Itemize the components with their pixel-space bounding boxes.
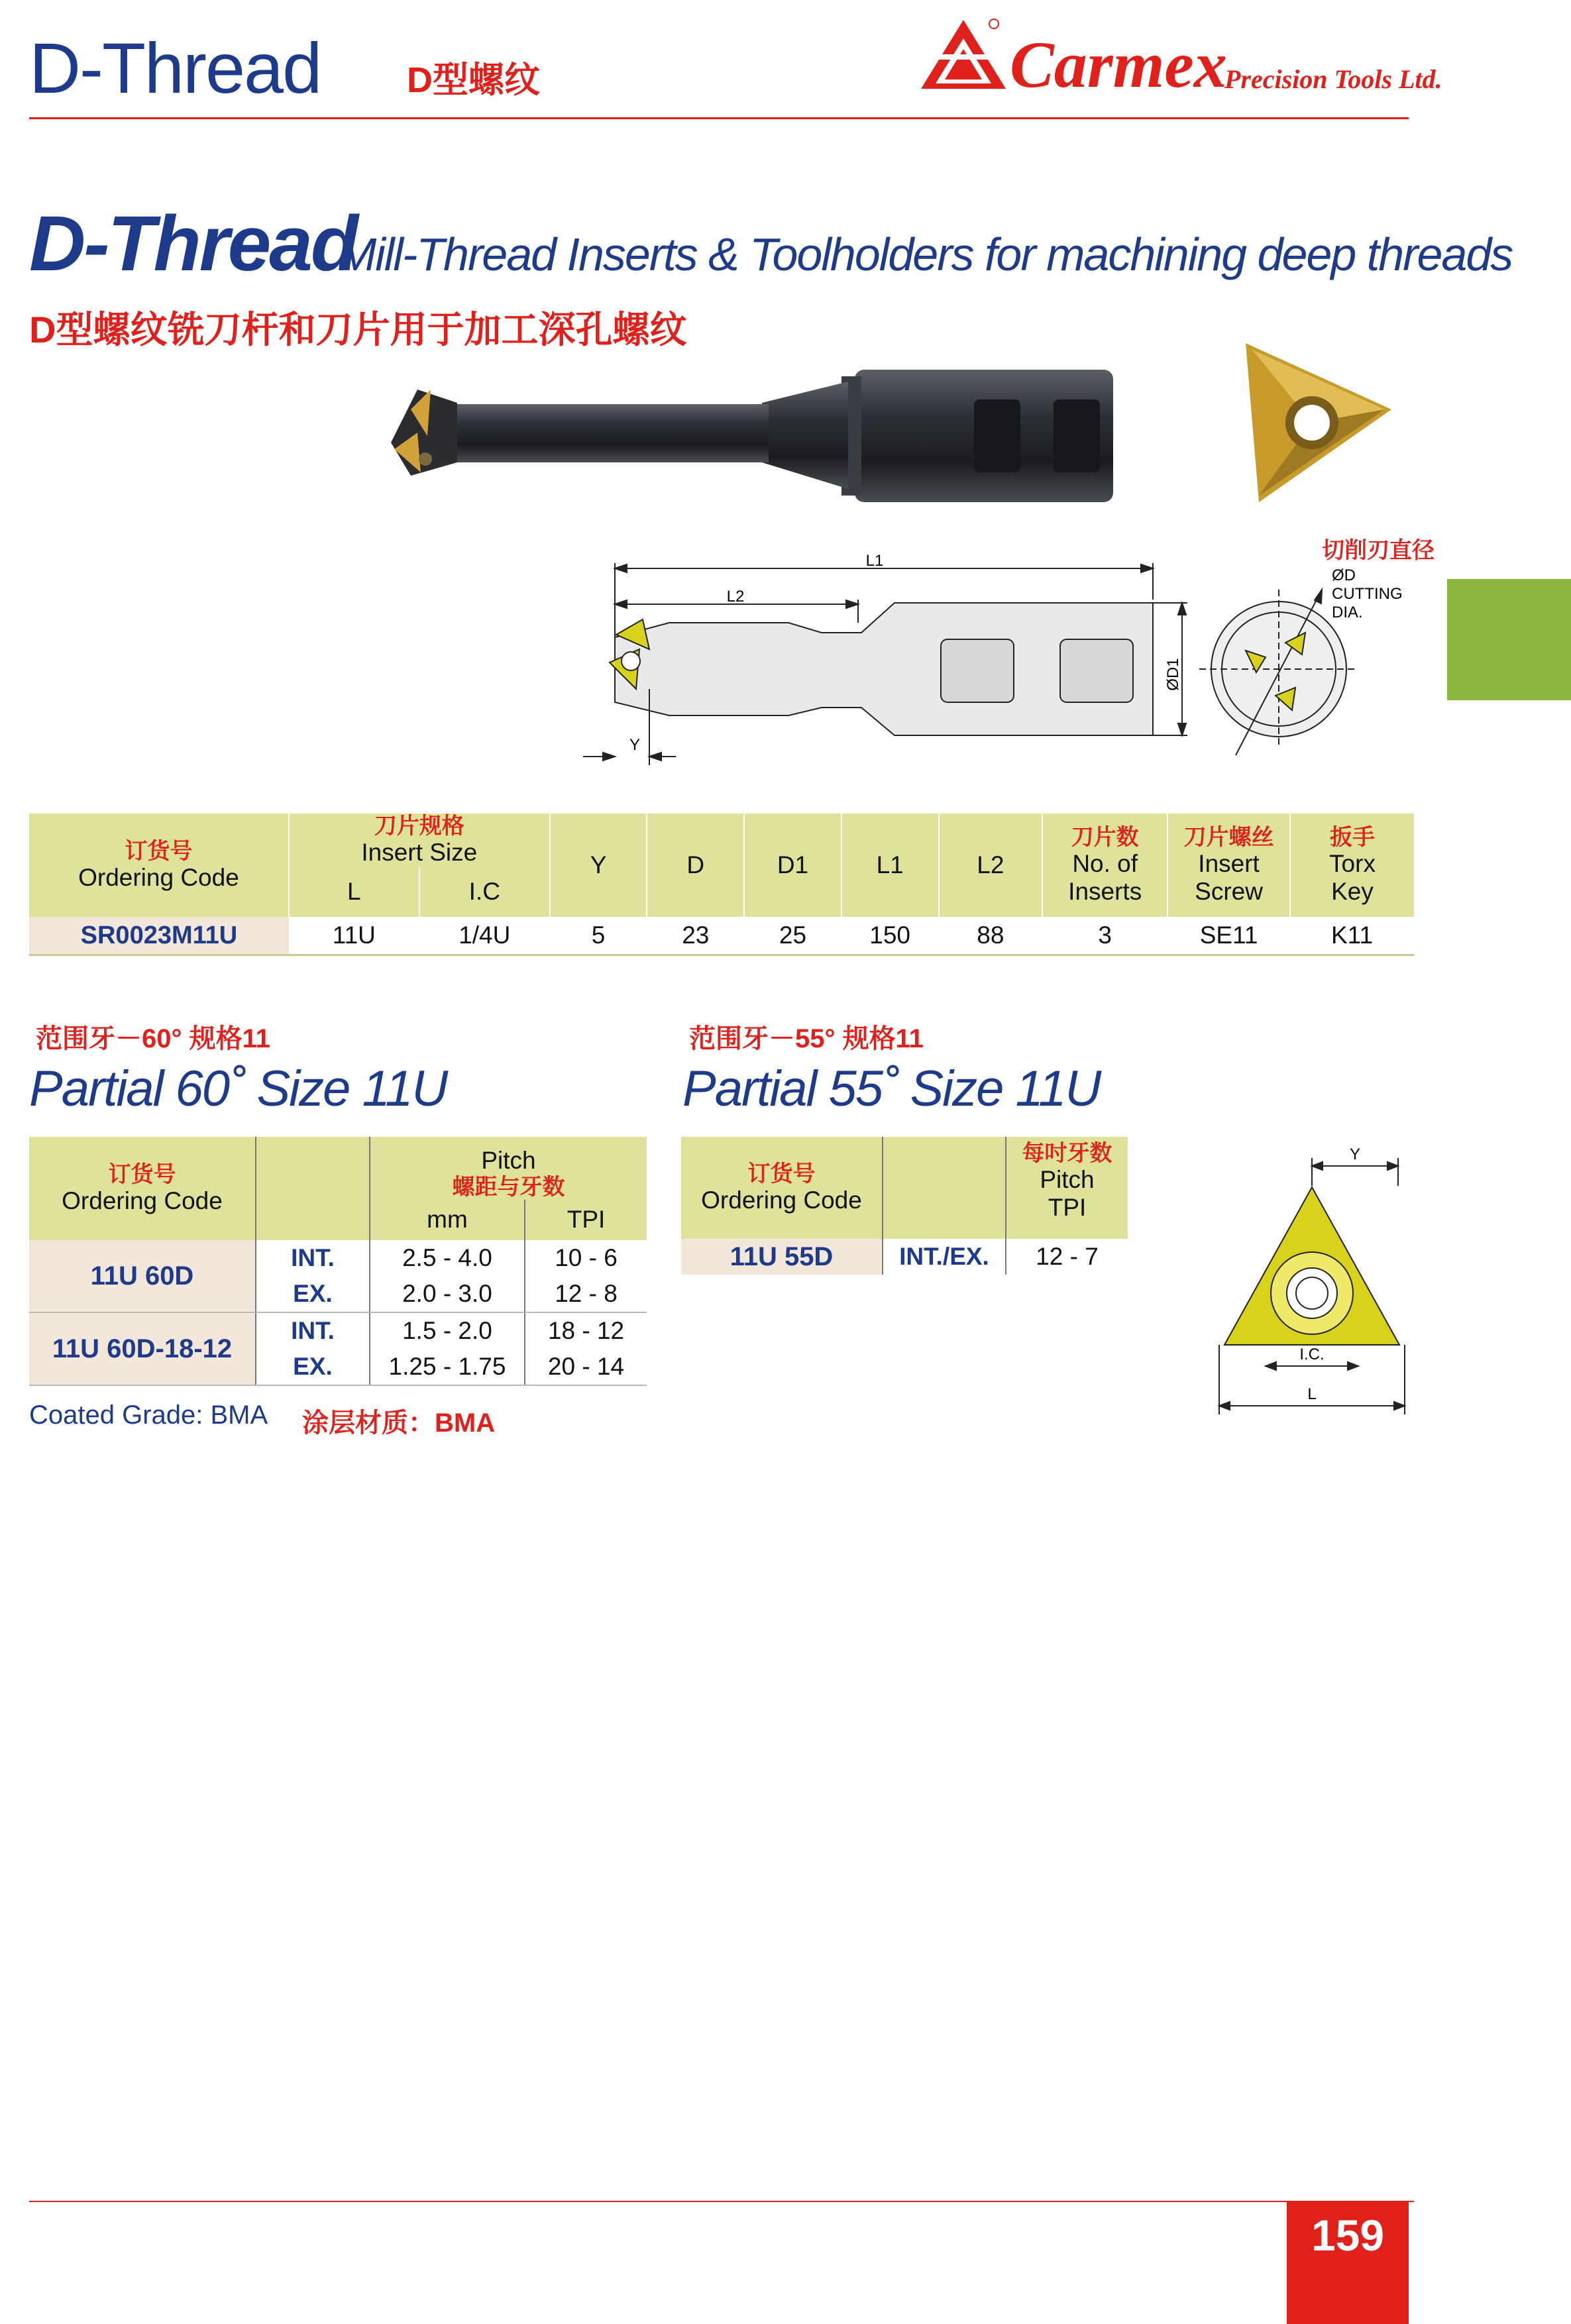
table-row — [681, 1239, 1128, 1275]
col-ordering-code-cn: 订货号 — [108, 1162, 176, 1187]
col-pitch — [370, 1137, 647, 1200]
cell-tpi: 18 - 12 — [525, 1312, 647, 1349]
brand-subtitle: Precision Tools Ltd. — [1224, 64, 1442, 94]
col-no-inserts-cn: 刀片数 — [1071, 825, 1139, 850]
page-header-title-cn: D型螺纹 — [407, 60, 540, 100]
cell-l2: 88 — [939, 917, 1043, 955]
hero-subtitle-cn: D型螺纹铣刀杆和刀片用于加工深孔螺纹 — [29, 309, 687, 350]
col-pitch-label: Pitch — [1040, 1166, 1095, 1193]
dim-cutting-cn: 切削刃直径 — [1322, 538, 1435, 563]
insert-dim-ic: I.C. — [1299, 1346, 1325, 1363]
col-ordering-code-cn: 订货号 — [125, 839, 193, 864]
cell-mm: 2.5 - 4.0 — [370, 1240, 525, 1276]
cell-l1: 150 — [841, 917, 939, 955]
cell-tpi: 12 - 7 — [1006, 1239, 1128, 1275]
col-ordering-code — [29, 814, 289, 917]
carmex-logo-icon — [917, 15, 1010, 94]
cell-screw: SE11 — [1167, 917, 1290, 955]
col-insert-size-cn: 刀片规格 — [374, 814, 464, 839]
coated-grade-label: Coated Grade: BMA — [29, 1400, 268, 1430]
col-no-inserts — [1042, 814, 1167, 917]
col-type — [883, 1137, 1006, 1239]
col-ordering-code-cn: 订货号 — [747, 1161, 816, 1187]
cell-mm: 2.0 - 3.0 — [370, 1276, 525, 1312]
cell-code: 11U 60D-18-12 — [29, 1312, 256, 1385]
col-ordering-code — [681, 1137, 883, 1239]
cell-tpi: 10 - 6 — [525, 1240, 647, 1276]
toolholder-dimension-drawing — [583, 537, 1458, 775]
col-type — [256, 1137, 370, 1240]
col-no-inserts-line1: No. of — [1072, 850, 1138, 877]
insert-dim-l: L — [1307, 1385, 1317, 1403]
cell-tpi: 12 - 8 — [525, 1276, 647, 1312]
cell-ic: 1/4U — [419, 917, 550, 955]
dim-od: ØD — [1332, 566, 1356, 584]
page-number: 159 — [1311, 2211, 1385, 2260]
col-l1: L1 — [841, 814, 939, 917]
table-row — [29, 1312, 647, 1349]
cell-d: 23 — [647, 917, 744, 955]
col-torx-key — [1290, 814, 1414, 917]
page-header-title: D-Thread — [29, 28, 321, 108]
cell-d1: 25 — [744, 917, 841, 955]
cell-type: EX. — [256, 1349, 370, 1385]
col-pitch-label: Pitch — [481, 1146, 536, 1174]
cell-l: 11U — [289, 917, 419, 955]
col-ordering-code — [29, 1137, 256, 1240]
col-d1: D1 — [744, 814, 841, 917]
insert-photo — [1232, 337, 1405, 509]
col-torx-key-line1: Torx — [1329, 850, 1376, 877]
col-tpi-label: TPI — [1048, 1194, 1087, 1221]
col-insert-screw-cn: 刀片螺丝 — [1183, 825, 1274, 850]
dim-l2: L2 — [726, 588, 745, 606]
col-no-inserts-line2: Inserts — [1068, 878, 1142, 905]
hero-title: D-Thread — [29, 200, 356, 288]
toolholder-table — [29, 814, 1414, 956]
header-rule — [29, 117, 1409, 119]
dim-cutting: CUTTING — [1332, 585, 1403, 603]
cell-type: EX. — [256, 1276, 370, 1312]
col-ordering-code-label: Ordering Code — [62, 1187, 223, 1214]
hero-subtitle: Mill-Thread Inserts & Toolholders for machining deep threads — [338, 229, 1513, 280]
partial60-title: Partial 60˚ Size 11U — [29, 1061, 447, 1117]
brand-name: Carmex — [1010, 28, 1227, 101]
col-insert-size-label: Insert Size — [361, 839, 478, 866]
cell-inserts: 3 — [1042, 917, 1167, 955]
col-torx-key-line2: Key — [1331, 878, 1374, 905]
cell-code: SR0023M11U — [29, 917, 289, 955]
cell-type: INT. — [256, 1312, 370, 1349]
section-tab — [1447, 579, 1571, 700]
col-mm: mm — [370, 1200, 525, 1240]
col-y: Y — [550, 814, 647, 917]
col-d: D — [647, 814, 744, 917]
col-ordering-code-label: Ordering Code — [701, 1187, 862, 1214]
cell-mm: 1.5 - 2.0 — [370, 1312, 525, 1349]
col-insert-screw — [1167, 814, 1290, 917]
coated-grade-label-cn: 涂层材质：BMA — [302, 1408, 496, 1438]
toolholder-photo — [391, 363, 1186, 515]
partial60-table — [29, 1137, 647, 1386]
cell-code: 11U 60D — [29, 1240, 256, 1312]
cell-key: K11 — [1290, 917, 1414, 955]
footer-rule — [29, 2201, 1414, 2202]
cell-mm: 1.25 - 1.75 — [370, 1349, 525, 1385]
col-insert-screw-line2: Screw — [1195, 878, 1263, 905]
cell-type: INT. — [256, 1240, 370, 1276]
cell-tpi: 20 - 14 — [525, 1349, 647, 1385]
cell-y: 5 — [550, 917, 647, 955]
col-tpi-cn: 每吋牙数 — [1022, 1141, 1112, 1166]
col-pitch-tpi — [1006, 1137, 1128, 1239]
partial55-title-cn: 范围牙－55° 规格11 — [689, 1024, 924, 1053]
col-tpi: TPI — [525, 1200, 647, 1240]
col-ordering-code-label: Ordering Code — [78, 864, 239, 891]
dim-d1: ØD1 — [1164, 658, 1182, 691]
table-row — [29, 917, 1414, 955]
dim-l1: L1 — [865, 552, 884, 570]
cell-code: 11U 55D — [681, 1239, 883, 1275]
col-insert-size — [289, 814, 550, 867]
dim-dia: DIA. — [1332, 604, 1363, 621]
dim-y: Y — [629, 736, 641, 754]
table-row — [29, 1240, 647, 1276]
insert-dim-y: Y — [1349, 1146, 1361, 1163]
cell-type: INT./EX. — [883, 1239, 1006, 1275]
col-insert-screw-line1: Insert — [1198, 850, 1260, 877]
insert-dimension-drawing — [1206, 1146, 1418, 1418]
col-pitch-cn: 螺距与牙数 — [452, 1174, 565, 1200]
col-l2: L2 — [939, 814, 1043, 917]
partial60-title-cn: 范围牙－60° 规格11 — [36, 1024, 270, 1053]
col-torx-key-cn: 扳手 — [1330, 825, 1375, 850]
partial55-table — [681, 1137, 1128, 1275]
col-l: L — [289, 867, 419, 917]
partial55-title: Partial 55˚ Size 11U — [682, 1061, 1101, 1117]
col-ic: I.C — [419, 867, 550, 917]
